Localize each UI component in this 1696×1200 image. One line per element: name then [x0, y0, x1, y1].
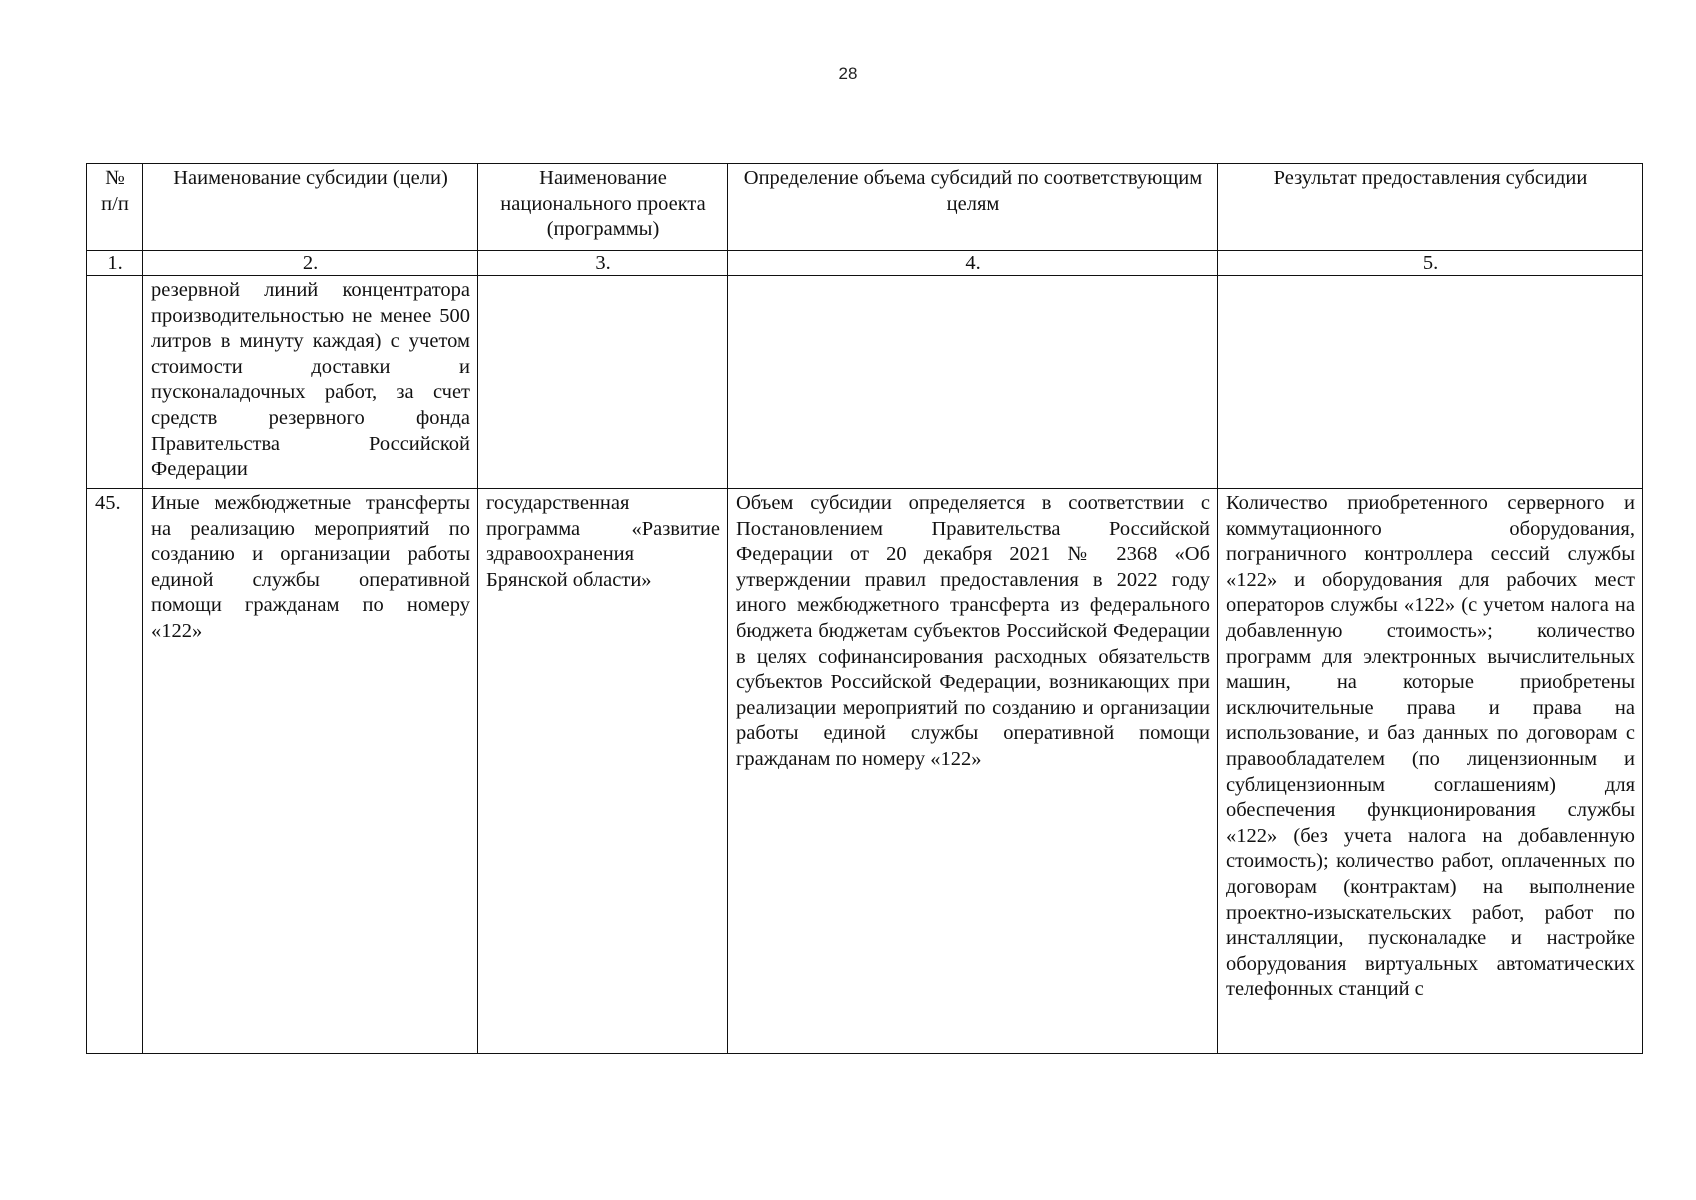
row-number: 45. — [87, 489, 143, 1054]
table-header-row — [87, 164, 1643, 251]
row-subsidy-name: резервной линий концентратора производительностью не менее 500 литров в минуту каждая) с учетом стоимости доставки и пусконаладочных работ, за счет средств резервного фонда Правительства Российской Федерации — [143, 276, 478, 489]
row-volume-determination — [728, 276, 1218, 489]
row-national-project: государственная программа «Развитие здравоохранения Брянской области» — [478, 489, 728, 1054]
column-number: 1. — [87, 251, 143, 276]
row-subsidy-result: Количество приобретенного серверного и коммутационного оборудования, пограничного контроллера сессий службы «122» и оборудования для рабочих мест операторов службы «122» (с учетом налога на добавленную стоимость»; количество программ для электронных вычислительных машин, на которые приобретены исключительные права и права на использование, и баз данных по договорам с правообладателем (по лицензионным и сублицензионным соглашениям) для обеспечения функционирования службы «122» (без учета налога на добавленную стоимость); количество работ, оплаченных по договорам (контрактам) на выполнение проектно-изыскательских работ, работ по инсталляции, пусконаладке и настройке оборудования виртуальных автоматических телефонных станций с — [1218, 489, 1643, 1054]
column-number: 4. — [728, 251, 1218, 276]
header-national-project: Наименование национального проекта (программы) — [478, 164, 728, 251]
row-subsidy-name: Иные межбюджетные трансферты на реализацию мероприятий по созданию и организации работы единой службы оперативной помощи гражданам по номеру «122» — [143, 489, 478, 1054]
subsidy-table — [86, 163, 1643, 1054]
column-number-row — [87, 251, 1643, 276]
column-number: 5. — [1218, 251, 1643, 276]
row-subsidy-result — [1218, 276, 1643, 489]
column-number: 2. — [143, 251, 478, 276]
header-number: № п/п — [87, 164, 143, 251]
table-row — [87, 276, 1643, 489]
row-number — [87, 276, 143, 489]
header-subsidy-name: Наименование субсидии (цели) — [143, 164, 478, 251]
header-subsidy-result: Результат предоставления субсидии — [1218, 164, 1643, 251]
table-row — [87, 489, 1643, 1054]
page-number: 28 — [838, 64, 858, 83]
header-volume-determination: Определение объема субсидий по соответствующим целям — [728, 164, 1218, 251]
row-national-project — [478, 276, 728, 489]
column-number: 3. — [478, 251, 728, 276]
row-volume-determination: Объем субсидии определяется в соответствии с Постановлением Правительства Российской Федерации от 20 декабря 2021 № 2368 «Об утверждении правил предоставления в 2022 году иного межбюджетного трансферта из федерального бюджета бюджетам субъектов Российской Федерации в целях софинансирования расходных обязательств субъектов Российской Федерации, возникающих при реализации мероприятий по созданию и организации работы единой службы оперативной помощи гражданам по номеру «122» — [728, 489, 1218, 1054]
